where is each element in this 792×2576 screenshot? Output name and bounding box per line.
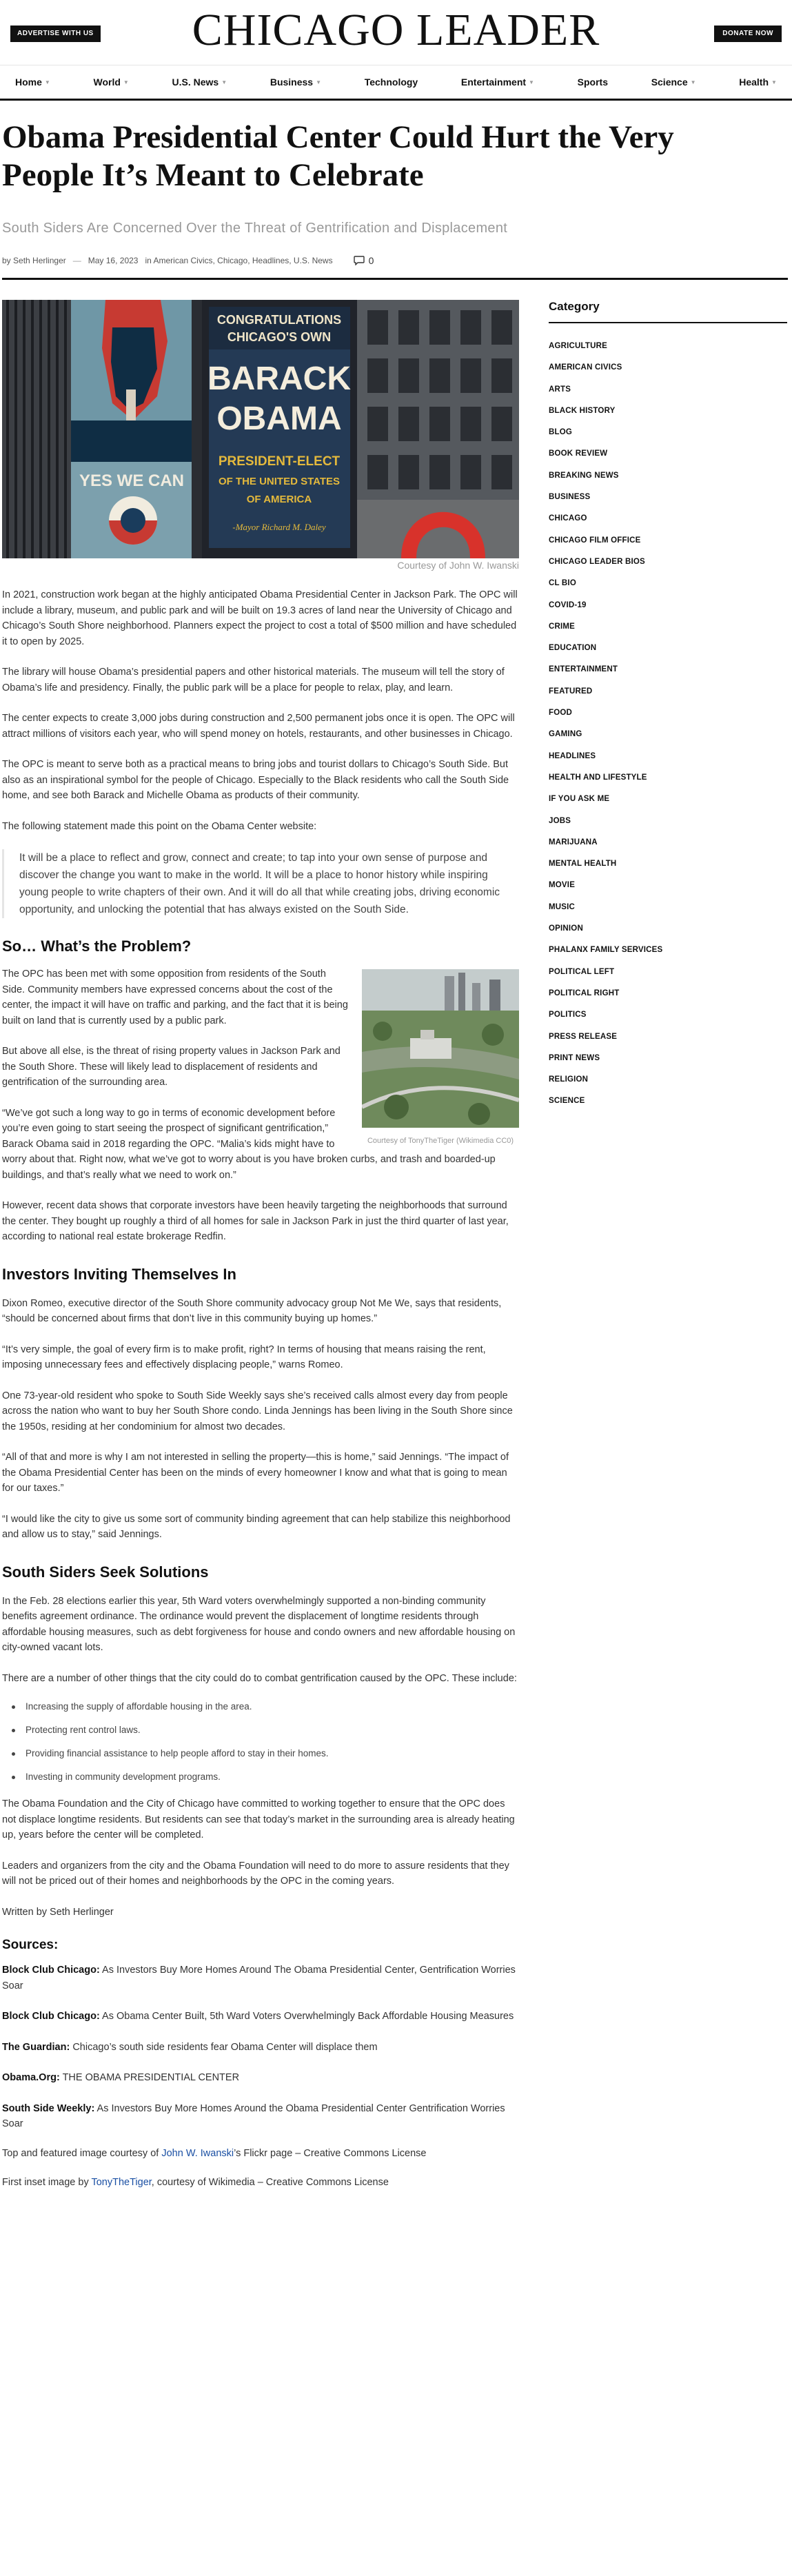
banner-line: CHICAGO'S OWN — [227, 330, 332, 344]
paragraph: The library will house Obama’s presidential papers and other historical materials. The museum will tell the story of Obama’s life and presidency. Finally, the public park will be a place for people to relax, play, and learn. — [2, 667, 505, 693]
article-body — [2, 300, 519, 2191]
top-bar — [0, 0, 792, 61]
chevron-down-icon: ▼ — [221, 79, 227, 85]
sidebar-category-item[interactable]: BLOG — [549, 428, 573, 437]
nav-label: Technology — [364, 77, 418, 88]
byline: Written by Seth Herlinger — [2, 1906, 114, 1918]
sidebar-category-item[interactable]: EDUCATION — [549, 644, 597, 653]
nav-item-technology[interactable] — [365, 77, 418, 88]
wikimedia-link[interactable]: TonyTheTiger — [91, 2177, 152, 2188]
banner-line: -Mayor Richard M. Daley — [232, 522, 326, 532]
blockquote: It will be a place to reflect and grow, connect and create; to tap into your own sense of purpose and discover the change you want to make in the world. It will be a place to honor history while inspiring young people to write chapters of their own. And it will do all that while creating jobs, driving economic opportunity, and unlocking the potential that has always existed on the South Side. — [2, 849, 519, 918]
image-credit — [2, 2146, 519, 2162]
hero-image — [2, 300, 519, 558]
section-heading: Investors Inviting Themselves In — [2, 1265, 236, 1283]
category-link[interactable]: Chicago — [217, 256, 248, 265]
sidebar-category-item[interactable]: BREAKING NEWS — [549, 471, 619, 480]
chevron-down-icon: ▼ — [44, 79, 50, 85]
source-item — [2, 2040, 519, 2056]
paragraph: But above all else, is the threat of rising property values in Jackson Park and the South Shore. These will likely lead to displacement of residents and gentrification of the surrounding area. — [2, 1046, 341, 1088]
meta-separator: — — [72, 256, 81, 265]
nav-item-entertainment[interactable] — [461, 77, 534, 88]
source-name: The Guardian: — [2, 2041, 70, 2053]
list-item: Investing in community development programs. — [2, 1770, 519, 1784]
credit-text: Top and featured image courtesy of — [2, 2147, 162, 2159]
article-meta: by Seth Herlinger — May 16, 2023 in American Civics, Chicago, Headlines, U.S. News 0 — [2, 255, 374, 266]
sidebar-category-item[interactable]: HEALTH AND LIFESTYLE — [549, 773, 647, 782]
source-item — [2, 2070, 519, 2086]
flickr-link[interactable]: John W. Iwanski — [161, 2147, 234, 2159]
sidebar-category-item[interactable]: COVID-19 — [549, 600, 587, 609]
nav-item-science[interactable] — [651, 77, 696, 88]
paragraph: One 73-year-old resident who spoke to South Side Weekly says she’s received calls almost every day from people across the nation who want to buy her South Shore condo. Linda Jennings has been living in the South Shore since the 1950s, residing at her condominium for almost two decades. — [2, 1390, 513, 1432]
paragraph: In the Feb. 28 elections earlier this year, 5th Ward voters overwhelmingly supported a non-binding community benefits agreement ordinance. The ordinance would prevent the displacement of longtime residents through affordable housing measures, such as debt forgiveness for house and condo owners and new affordable housing on city-owned vacant lots. — [2, 1595, 516, 1653]
credit-text: ’s Flickr page – Creative Commons License — [234, 2147, 427, 2159]
sidebar-category-item[interactable]: ENTERTAINMENT — [549, 665, 618, 674]
source-name: Block Club Chicago: — [2, 2011, 100, 2022]
sidebar-category-item[interactable]: FOOD — [549, 709, 573, 718]
article-subtitle: South Siders Are Concerned Over the Threat of Gentrification and Displacement — [2, 221, 508, 236]
sidebar-category-item[interactable]: IF YOU ASK ME — [549, 795, 610, 804]
banner-line: OF THE UNITED STATES — [218, 476, 341, 487]
sidebar-category-item[interactable]: GAMING — [549, 730, 582, 739]
sidebar-category-item[interactable]: AMERICAN CIVICS — [549, 363, 622, 372]
image-credit — [2, 2175, 519, 2191]
nav-label: Home — [15, 77, 42, 88]
paragraph: Leaders and organizers from the city and the Obama Foundation will need to do more to assure residents that they will not be priced out of their homes and neighborhoods by the OPC in the coming years. — [2, 1860, 509, 1887]
paragraph: “I would like the city to give us some sort of community binding agreement that can help stabilize this neighborhood and allow us to stay,” said Jennings. — [2, 1513, 511, 1540]
nav-item-us-news[interactable] — [172, 77, 227, 88]
category-link[interactable]: U.S. News — [293, 256, 333, 265]
site-logo[interactable]: CHICAGO LEADER — [192, 5, 600, 55]
title-divider — [2, 278, 788, 280]
advertise-button[interactable]: ADVERTISE WITH US — [10, 26, 101, 42]
source-item — [2, 2101, 519, 2132]
sidebar-category-item[interactable]: CRIME — [549, 622, 576, 631]
main-nav — [0, 65, 792, 101]
sidebar-category-item[interactable]: POLITICAL LEFT — [549, 967, 615, 976]
nav-item-health[interactable] — [739, 77, 777, 88]
source-link[interactable]: As Obama Center Built, 5th Ward Voters Overwhelmingly Back Affordable Housing Measures — [102, 2011, 514, 2022]
hero-illustration — [2, 300, 519, 558]
sidebar-category-item[interactable]: BUSINESS — [549, 493, 591, 502]
category-link[interactable]: American Civics — [153, 256, 213, 265]
list-item: Increasing the supply of affordable housing in the area. — [2, 1700, 519, 1714]
nav-label: Science — [651, 77, 688, 88]
in-label: in — [145, 256, 152, 265]
sidebar-category-item[interactable]: HEADLINES — [549, 751, 596, 760]
banner-line: OF AMERICA — [246, 494, 312, 505]
paragraph: In 2021, construction work began at the highly anticipated Obama Presidential Center in Jackson Park. The OPC will include a library, museum, and public park and will be built on 19.3 acres of land near the University of Chicago and Chicago’s South Shore neighborhood. Planners expect the project to cost a total of $500 million and have scheduled it to open by 2025. — [2, 589, 518, 647]
comment-icon — [354, 256, 365, 265]
nav-item-business[interactable] — [270, 77, 321, 88]
sidebar-category-item[interactable]: PRINT NEWS — [549, 1053, 600, 1062]
nav-item-sports[interactable] — [578, 77, 608, 88]
nav-label: Business — [270, 77, 314, 88]
source-link[interactable]: Chicago’s south side residents fear Obama Center will displace them — [72, 2041, 378, 2053]
credit-text: First inset image by — [2, 2177, 92, 2188]
sidebar-category-item[interactable]: SCIENCE — [549, 1097, 585, 1106]
source-item — [2, 1963, 519, 1994]
banner-line: OBAMA — [216, 400, 342, 437]
paragraph: “All of that and more is why I am not interested in selling the property—this is home,” said Jennings. “The impact of the Obama Presidential Center has been on the minds of every homeowner I know and what that is going to mean for our taxes.” — [2, 1452, 509, 1494]
banner-line: PRESIDENT-ELECT — [218, 454, 341, 469]
nav-item-world[interactable] — [94, 77, 129, 88]
source-name: Block Club Chicago: — [2, 1965, 100, 1976]
inset-figure — [362, 969, 519, 1147]
paragraph: However, recent data shows that corporate investors have been heavily targeting the neighborhoods that surround the center. They bought up roughly a third of all homes for sale in Jackson Park in just the third quarter of last year, according to national real estate brokerage Redfin. — [2, 1200, 509, 1242]
sidebar-category-item[interactable]: CHICAGO LEADER BIOS — [549, 557, 645, 566]
paragraph: There are a number of other things that the city could do to combat gentrification caused by the OPC. These include: — [2, 1672, 517, 1684]
banner-line: BARACK — [207, 361, 351, 397]
sidebar-category-item[interactable]: PHALANX FAMILY SERVICES — [549, 946, 663, 955]
sidebar-category-item[interactable]: PRESS RELEASE — [549, 1032, 618, 1041]
hero-credit: Courtesy of John W. Iwanski — [397, 560, 519, 571]
source-link[interactable]: As Investors Buy More Homes Around the Obama Presidential Center Gentrification Worries Soar — [2, 2102, 505, 2129]
nav-item-home[interactable] — [15, 77, 50, 88]
section-heading: So… What’s the Problem? — [2, 937, 192, 955]
sidebar-category-item[interactable]: CHICAGO — [549, 514, 587, 523]
sidebar-category-item[interactable]: CL BIO — [549, 579, 576, 588]
chevron-down-icon: ▼ — [771, 79, 777, 85]
sidebar — [549, 300, 787, 1582]
sidebar-category-item[interactable]: FEATURED — [549, 687, 593, 696]
comment-count: 0 — [368, 255, 374, 266]
list-item: Protecting rent control laws. — [2, 1723, 519, 1737]
author-link[interactable]: Seth Herlinger — [13, 256, 66, 265]
nav-label: Entertainment — [460, 77, 527, 88]
solutions-list — [2, 1700, 519, 1784]
donate-button[interactable]: DONATE NOW — [714, 26, 782, 42]
sidebar-category-item[interactable]: AGRICULTURE — [549, 342, 608, 350]
sidebar-category-item[interactable]: MUSIC — [549, 902, 576, 911]
source-item — [2, 2009, 519, 2025]
nav-label: Health — [739, 77, 769, 88]
poster-text: YES WE CAN — [79, 471, 185, 490]
sidebar-category-item[interactable]: JOBS — [549, 816, 571, 825]
sidebar-category-item[interactable]: OPINION — [549, 924, 583, 933]
source-name: Obama.Org: — [2, 2072, 60, 2083]
nav-label: U.S. News — [172, 77, 219, 88]
banner-line: CONGRATULATIONS — [216, 313, 342, 327]
chevron-down-icon: ▼ — [690, 79, 696, 85]
paragraph: The center expects to create 3,000 jobs during construction and 2,500 permanent jobs once it is open. The OPC will attract millions of visitors each year, who will spend money on hotels, restaurants, and other businesses in Chicago. — [2, 713, 515, 740]
credit-text: , courtesy of Wikimedia – Creative Commons License — [151, 2177, 389, 2188]
source-link[interactable]: THE OBAMA PRESIDENTIAL CENTER — [62, 2072, 240, 2083]
chevron-down-icon: ▼ — [123, 79, 129, 85]
sidebar-category-item[interactable]: POLITICS — [549, 1011, 587, 1020]
source-link[interactable]: As Investors Buy More Homes Around The Obama Presidential Center, Gentrification Worries Soar — [2, 1965, 516, 1991]
category-list — [549, 341, 787, 1118]
paragraph: The OPC is meant to serve both as a practical means to bring jobs and tourist dollars to Chicago’s South Side. But also as an inspirational symbol for the people of Chicago. Especially to the Black residents who call the South Side home, and see both Barack and Michelle Obama as products of their community. — [2, 759, 509, 801]
sidebar-title: Category — [549, 300, 787, 323]
by-label: by — [2, 256, 11, 265]
sidebar-category-item[interactable]: POLITICAL RIGHT — [549, 988, 620, 997]
sidebar-category-item[interactable]: CHICAGO FILM OFFICE — [549, 536, 641, 545]
paragraph: Dixon Romeo, executive director of the South Shore community advocacy group Not Me We, says that residents, “should be concerned about firms that don’t live in this community buying up homes.” — [2, 1297, 502, 1324]
chevron-down-icon: ▼ — [316, 79, 322, 85]
sources-heading: Sources: — [2, 1938, 59, 1952]
chevron-down-icon: ▼ — [529, 79, 534, 85]
sidebar-category-item[interactable]: MOVIE — [549, 881, 576, 890]
list-item: Providing financial assistance to help people afford to stay in their homes. — [2, 1747, 519, 1761]
category-link[interactable]: Headlines — [252, 256, 290, 265]
section-heading: South Siders Seek Solutions — [2, 1563, 209, 1581]
sidebar-category-item[interactable]: MARIJUANA — [549, 838, 598, 846]
nav-label: World — [93, 77, 121, 88]
paragraph: “It’s very simple, the goal of every firm is to make profit, right? In terms of housing that means raising the rent, imposing unnecessary fees and effectively displacing people,” warns Romeo. — [2, 1343, 486, 1370]
paragraph: “We’ve got such a long way to go in terms of economic development before you’re even going to start seeing the prospect of significant gentrification,” Barack Obama said in 2018 regarding the OPC. “Malia’s kids might have to worry about that. Right now, what we’ve got to worry about is you have broken curbs, and trash and boarded-up buildings, and that’s really what we need to work on.” — [2, 1107, 496, 1181]
sidebar-category-item[interactable]: BOOK REVIEW — [549, 449, 608, 458]
publish-date: May 16, 2023 — [88, 256, 139, 265]
comments-link[interactable] — [354, 255, 374, 266]
source-name: South Side Weekly: — [2, 2102, 95, 2114]
inset-credit: Courtesy of TonyTheTiger (Wikimedia CC0) — [367, 1137, 514, 1145]
article-title: Obama Presidential Center Could Hurt the Very People It’s Meant to Celebrate — [2, 119, 674, 194]
paragraph: The following statement made this point on the Obama Center website: — [2, 820, 317, 832]
sidebar-category-item[interactable]: RELIGION — [549, 1075, 589, 1084]
paragraph: The OPC has been met with some opposition from residents of the South Side. Community members have expressed concerns about the cost of the center, the impact it will have on traffic and parking, and the fact that it is being built on land that is currently used by a public park. — [2, 968, 348, 1026]
inset-image — [362, 969, 519, 1128]
nav-label: Sports — [577, 77, 608, 88]
paragraph: The Obama Foundation and the City of Chicago have committed to working together to ensure that the OPC does not displace longtime residents. But residents can see that today’s market in the surrounding area is already heating up, years before the center will be completed. — [2, 1798, 515, 1840]
sidebar-category-item[interactable]: ARTS — [549, 385, 571, 394]
sidebar-category-item[interactable]: MENTAL HEALTH — [549, 860, 617, 869]
sidebar-category-item[interactable]: BLACK HISTORY — [549, 406, 616, 415]
